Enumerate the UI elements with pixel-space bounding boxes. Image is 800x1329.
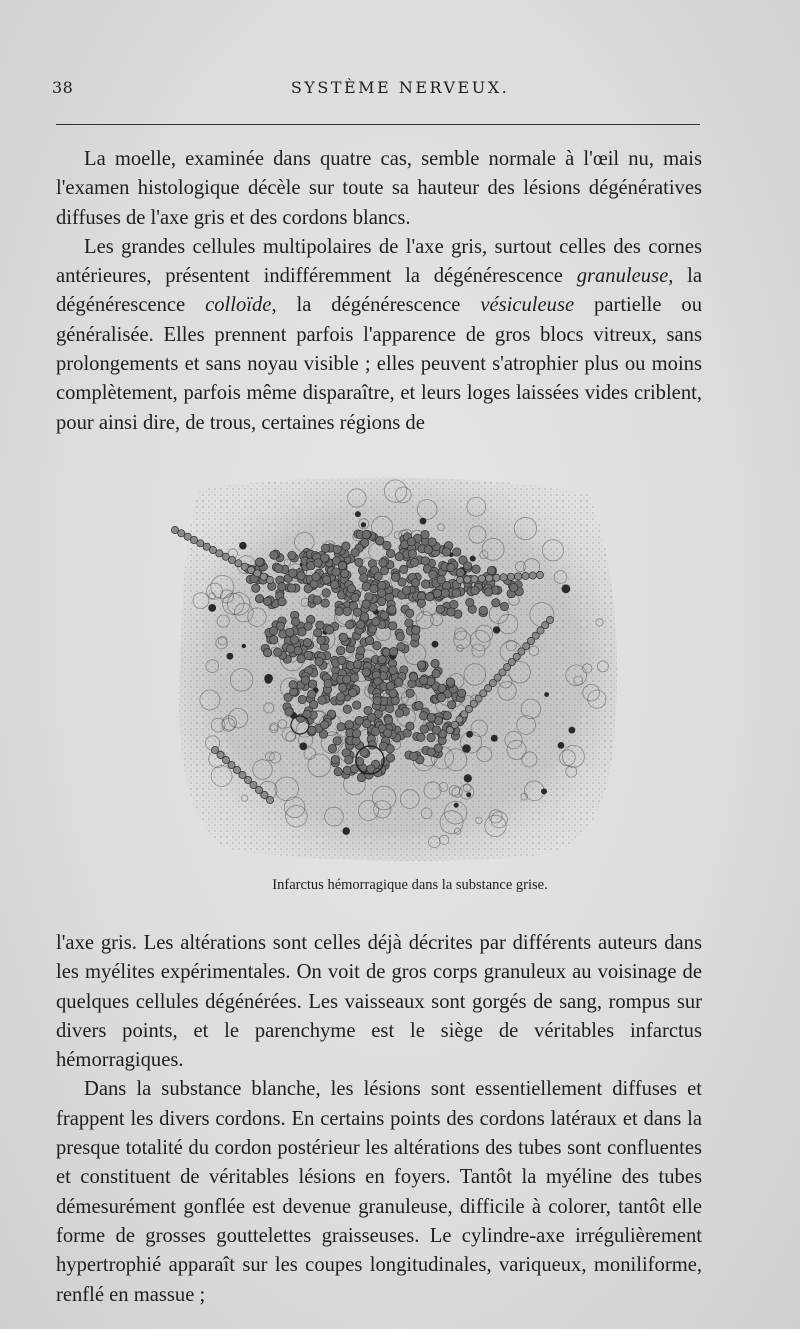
red-blood-cell (374, 572, 382, 580)
red-blood-cell (297, 572, 305, 580)
red-blood-cell (255, 558, 263, 566)
red-blood-cell (412, 626, 420, 634)
red-blood-cell (426, 593, 434, 601)
red-blood-cell (269, 627, 277, 635)
cell-nucleus (493, 626, 500, 633)
red-blood-cell (357, 773, 365, 781)
vessel-blood-cell (197, 540, 204, 547)
red-blood-cell (355, 558, 363, 566)
red-blood-cell (389, 622, 397, 630)
red-blood-cell (395, 709, 403, 717)
red-blood-cell (312, 573, 320, 581)
red-blood-cell (337, 646, 345, 654)
red-blood-cell (436, 605, 444, 613)
red-blood-cell (337, 693, 345, 701)
cell-nucleus (432, 641, 439, 648)
red-blood-cell (331, 756, 339, 764)
cell-nucleus (239, 542, 247, 550)
header-rule (56, 124, 700, 125)
red-blood-cell (308, 690, 316, 698)
red-blood-cell (453, 548, 461, 556)
cell-nucleus (361, 522, 366, 527)
red-blood-cell (410, 752, 418, 760)
red-blood-cell (417, 733, 425, 741)
red-blood-cell (285, 708, 293, 716)
cell-nucleus (491, 735, 498, 742)
red-blood-cell (322, 589, 330, 597)
red-blood-cell (386, 754, 394, 762)
term-granuleuse: granuleuse (576, 265, 669, 288)
red-blood-cell (372, 618, 380, 626)
red-blood-cell (345, 756, 353, 764)
cell-nucleus (470, 556, 476, 562)
term-colloide: colloïde (205, 294, 272, 317)
red-blood-cell (406, 689, 414, 697)
red-blood-cell (437, 693, 445, 701)
red-blood-cell (373, 697, 381, 705)
cell-nucleus (355, 511, 361, 517)
red-blood-cell (463, 562, 471, 570)
red-blood-cell (431, 659, 439, 667)
red-blood-cell (353, 660, 361, 668)
vessel-blood-cell (522, 572, 529, 579)
red-blood-cell (357, 646, 365, 654)
red-blood-cell (352, 737, 360, 745)
paragraph-2-part-a: Les grandes cellules multipolaires de l'axe gris, surtout celles des cornes antérieures, présentent indifféremment la dégénérescence (56, 235, 702, 288)
cell-nucleus (466, 731, 473, 738)
red-blood-cell (433, 589, 441, 597)
red-blood-cell (338, 656, 346, 664)
red-blood-cell (389, 647, 397, 655)
red-blood-cell (446, 678, 454, 686)
red-blood-cell (252, 584, 260, 592)
red-blood-cell (334, 768, 342, 776)
red-blood-cell (321, 554, 329, 562)
paragraph-2-part-c: , la dégénérescence (271, 294, 481, 317)
red-blood-cell (361, 613, 369, 621)
paragraph-4: Dans la substance blanche, les lésions sont essentiellement diffuses et frappent les divers cordons. En certains points des cordons latéraux et dans la presque totalité du cordon postérieur les altérations des tubes sont confluentes et constituent de véritables lésions en foyers. Tantôt la myéline des tubes démesurément gonflée est devenue granuleuse, difficile à colorer, tantôt elle forme de grosses gouttelettes graisseuses. Le cylindre-axe irrégulièrement hypertrophié apparaît sur les coupes longitudinales, variqueux, moniliforme, renflé en massue ; (56, 1078, 702, 1306)
red-blood-cell (402, 586, 410, 594)
vessel-blood-cell (456, 576, 463, 583)
red-blood-cell (411, 579, 419, 587)
red-blood-cell (290, 636, 298, 644)
cell-nucleus (265, 677, 272, 684)
cell-nucleus (420, 518, 427, 525)
red-blood-cell (331, 581, 339, 589)
red-blood-cell (420, 725, 428, 733)
red-blood-cell (409, 673, 417, 681)
red-blood-cell (314, 629, 322, 637)
red-blood-cell (343, 705, 351, 713)
red-blood-cell (397, 643, 405, 651)
vessel-blood-cell (471, 576, 478, 583)
vessel-blood-cell (515, 573, 522, 580)
red-blood-cell (320, 721, 328, 729)
figure-caption: Infarctus hémorragique dans la substance grise. (272, 877, 548, 893)
red-blood-cell (406, 722, 414, 730)
red-blood-cell (310, 701, 318, 709)
red-blood-cell (479, 606, 487, 614)
red-blood-cell (342, 542, 350, 550)
red-blood-cell (317, 636, 325, 644)
red-blood-cell (400, 565, 408, 573)
red-blood-cell (466, 598, 474, 606)
red-blood-cell (471, 586, 479, 594)
red-blood-cell (364, 706, 372, 714)
cell-nucleus (454, 803, 459, 808)
vessel-blood-cell (486, 575, 493, 582)
red-blood-cell (352, 729, 360, 737)
red-blood-cell (396, 632, 404, 640)
red-blood-cell (432, 726, 440, 734)
red-blood-cell (287, 584, 295, 592)
red-blood-cell (442, 548, 450, 556)
red-blood-cell (350, 674, 358, 682)
red-blood-cell (301, 676, 309, 684)
red-blood-cell (288, 551, 296, 559)
red-blood-cell (318, 696, 326, 704)
red-blood-cell (448, 701, 456, 709)
cell-nucleus (466, 792, 471, 797)
red-blood-cell (298, 695, 306, 703)
red-blood-cell (434, 744, 442, 752)
page-number: 38 (52, 78, 74, 97)
red-blood-cell (289, 569, 297, 577)
red-blood-cell (421, 530, 429, 538)
red-blood-cell (417, 661, 425, 669)
red-blood-cell (286, 628, 294, 636)
red-blood-cell (362, 530, 370, 538)
red-blood-cell (349, 689, 357, 697)
red-blood-cell (286, 645, 294, 653)
red-blood-cell (332, 568, 340, 576)
red-blood-cell (447, 564, 455, 572)
red-blood-cell (429, 570, 437, 578)
red-blood-cell (420, 712, 428, 720)
vessel-blood-cell (464, 576, 471, 583)
red-blood-cell (437, 576, 445, 584)
cell-nucleus (242, 644, 246, 648)
red-blood-cell (346, 621, 354, 629)
red-blood-cell (373, 641, 381, 649)
red-blood-cell (378, 597, 386, 605)
vessel-blood-cell (216, 550, 223, 557)
red-blood-cell (432, 670, 440, 678)
red-blood-cell (500, 602, 508, 610)
vessel-blood-cell (529, 572, 536, 579)
red-blood-cell (388, 606, 396, 614)
red-blood-cell (291, 618, 299, 626)
red-blood-cell (492, 599, 500, 607)
red-blood-cell (386, 745, 394, 753)
red-blood-cell (356, 620, 364, 628)
red-blood-cell (365, 636, 373, 644)
red-blood-cell (457, 689, 465, 697)
red-blood-cell (391, 573, 399, 581)
vessel-blood-cell (235, 560, 242, 567)
red-blood-cell (338, 562, 346, 570)
red-blood-cell (339, 633, 347, 641)
red-blood-cell (335, 607, 343, 615)
red-blood-cell (333, 545, 341, 553)
vessel-blood-cell (493, 574, 500, 581)
cell-nucleus (227, 653, 234, 660)
red-blood-cell (424, 546, 432, 554)
red-blood-cell (362, 600, 370, 608)
red-blood-cell (421, 557, 429, 565)
red-blood-cell (408, 550, 416, 558)
red-blood-cell (294, 647, 302, 655)
cell-nucleus (558, 742, 565, 749)
red-blood-cell (411, 558, 419, 566)
red-blood-cell (325, 626, 333, 634)
red-blood-cell (421, 580, 429, 588)
red-blood-cell (360, 574, 368, 582)
red-blood-cell (270, 551, 278, 559)
red-blood-cell (337, 723, 345, 731)
red-blood-cell (289, 681, 297, 689)
cell-nucleus (462, 744, 471, 753)
vessel-blood-cell (266, 576, 273, 583)
paragraph-1: La moelle, examinée dans quatre cas, semble normale à l'œil nu, mais l'examen histologique décèle sur toute sa hauteur des lésions dégénératives diffuses de l'axe gris et des cordons blancs. (56, 148, 702, 229)
vessel-blood-cell (536, 571, 543, 578)
red-blood-cell (415, 701, 423, 709)
red-blood-cell (333, 737, 341, 745)
red-blood-cell (316, 621, 324, 629)
vessel-blood-cell (546, 616, 553, 623)
red-blood-cell (263, 597, 271, 605)
histology-drawing (160, 470, 630, 870)
red-blood-cell (339, 684, 347, 692)
red-blood-cell (355, 716, 363, 724)
red-blood-cell (315, 657, 323, 665)
red-blood-cell (450, 600, 458, 608)
vessel-blood-cell (507, 573, 514, 580)
red-blood-cell (371, 727, 379, 735)
red-blood-cell (438, 684, 446, 692)
paragraph-3: l'axe gris. Les altérations sont celles déjà décrites par différents auteurs dans les myélites expérimentales. On voit de gros corps granuleux au voisinage de quelques cellules dégénérées. Les vaisseaux sont gorgés de sang, rompus sur divers points, et le parenchyme est le siège de véritables infarctus hémorragiques. (56, 932, 702, 1072)
red-blood-cell (270, 636, 278, 644)
cell-nucleus (464, 774, 472, 782)
running-head: SYSTÈME NERVEUX. (290, 78, 510, 97)
red-blood-cell (427, 734, 435, 742)
red-blood-cell (452, 589, 460, 597)
red-blood-cell (347, 585, 355, 593)
red-blood-cell (255, 595, 263, 603)
vessel-blood-cell (254, 570, 261, 577)
red-blood-cell (343, 607, 351, 615)
red-blood-cell (441, 589, 449, 597)
red-blood-cell (384, 729, 392, 737)
red-blood-cell (379, 559, 387, 567)
red-blood-cell (389, 689, 397, 697)
red-blood-cell (378, 656, 386, 664)
red-blood-cell (358, 566, 366, 574)
red-blood-cell (395, 553, 403, 561)
red-blood-cell (419, 676, 427, 684)
red-blood-cell (303, 639, 311, 647)
red-blood-cell (487, 567, 495, 575)
cell-nucleus (541, 788, 547, 794)
red-blood-cell (376, 537, 384, 545)
text-block-top (56, 145, 702, 438)
red-blood-cell (389, 666, 397, 674)
term-vesiculeuse: vésiculeuse (480, 294, 575, 317)
red-blood-cell (278, 583, 286, 591)
red-blood-cell (275, 564, 283, 572)
cell-nucleus (342, 827, 350, 835)
red-blood-cell (378, 589, 386, 597)
red-blood-cell (328, 744, 336, 752)
cell-nucleus (569, 727, 576, 734)
red-blood-cell (322, 576, 330, 584)
red-blood-cell (387, 549, 395, 557)
red-blood-cell (313, 596, 321, 604)
red-blood-cell (343, 675, 351, 683)
paragraph-2 (56, 233, 702, 438)
red-blood-cell (341, 570, 349, 578)
red-blood-cell (484, 588, 492, 596)
histology-illustration (160, 470, 630, 870)
cell-nucleus (299, 742, 307, 750)
red-blood-cell (362, 582, 370, 590)
red-blood-cell (304, 622, 312, 630)
red-blood-cell (278, 598, 286, 606)
red-blood-cell (472, 565, 480, 573)
red-blood-cell (321, 544, 329, 552)
vessel-blood-cell (478, 575, 485, 582)
vessel-blood-cell (266, 796, 273, 803)
red-blood-cell (351, 593, 359, 601)
vessel-blood-cell (178, 530, 185, 537)
red-blood-cell (345, 721, 353, 729)
red-blood-cell (263, 649, 271, 657)
red-blood-cell (510, 583, 518, 591)
red-blood-cell (274, 648, 282, 656)
cell-nucleus (544, 692, 549, 697)
red-blood-cell (406, 609, 414, 617)
paragraph-2-part-b: , la dégénérescence (56, 265, 702, 317)
cell-nucleus (208, 604, 216, 612)
red-blood-cell (370, 585, 378, 593)
red-blood-cell (427, 713, 435, 721)
red-blood-cell (304, 651, 312, 659)
red-blood-cell (395, 678, 403, 686)
red-blood-cell (324, 679, 332, 687)
red-blood-cell (443, 712, 451, 720)
red-blood-cell (428, 538, 436, 546)
red-blood-cell (351, 548, 359, 556)
red-blood-cell (417, 599, 425, 607)
red-blood-cell (368, 741, 376, 749)
red-blood-cell (362, 668, 370, 676)
red-blood-cell (407, 538, 415, 546)
red-blood-cell (321, 599, 329, 607)
text-block-bottom (56, 929, 702, 1310)
red-blood-cell (353, 701, 361, 709)
red-blood-cell (447, 608, 455, 616)
vessel-blood-cell (500, 574, 507, 581)
paragraph-2-part-d: partielle ou généralisée. Elles prennent parfois l'apparence de gros blocs vitreux, sans prolongements et sans noyau visible ; elles peuvent s'atrophier plus ou moins complètement, parfois même disparaître, et leurs loges laissées vides criblent, pour ainsi dire, de trous, certaines régions de (56, 294, 702, 434)
cell-nucleus (562, 584, 571, 593)
